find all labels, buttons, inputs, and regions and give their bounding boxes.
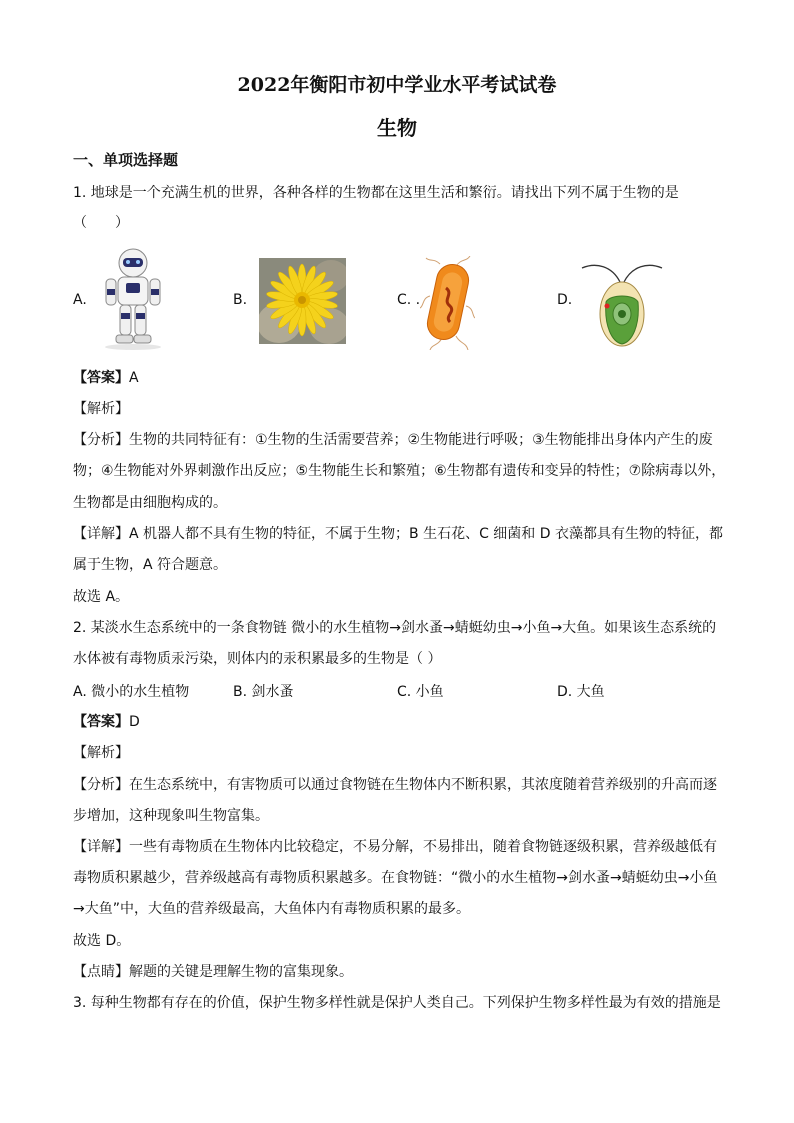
answer-tag: 【答案】 bbox=[73, 370, 129, 386]
fenxi-tag: 【分析】 bbox=[73, 777, 129, 793]
q1-option-c-label: C. . bbox=[397, 292, 421, 308]
q1-answer-value: A bbox=[129, 370, 139, 386]
subject-title: 生物 bbox=[377, 116, 417, 140]
q2-option-a: A. 微小的水生植物 bbox=[73, 684, 190, 700]
q2-analysis-tag: 【解析】 bbox=[73, 745, 129, 761]
dianjing-tag: 【点睛】 bbox=[73, 964, 129, 980]
q1-fenxi-line2: 物；④生物能对外界刺激作出反应；⑤生物能生长和繁殖；⑥生物都有遗传和变异的特性；⑦除病毒以外， bbox=[73, 463, 726, 479]
q2-xiangjie-line2: 毒物质积累越少，营养级越高有毒物质积累越多。在食物链：“微小的水生植物→剑水蚤→蜻蜓幼虫→小鱼 bbox=[73, 870, 718, 886]
page-title: 2022年衡阳市初中学业水平考试试卷 bbox=[237, 74, 557, 96]
q1-fenxi-line3: 生物都是由细胞构成的。 bbox=[73, 495, 227, 511]
q2-stem-line1: 2. 某淡水生态系统中的一条食物链 微小的水生植物→剑水蚤→蜻蜓幼虫→小鱼→大鱼。如果该生态系统的 bbox=[73, 620, 717, 636]
robot-image bbox=[98, 245, 168, 350]
q2-fenxi-line2: 步增加，这种现象叫生物富集。 bbox=[73, 808, 269, 824]
answer-tag: 【答案】 bbox=[73, 714, 129, 730]
lithops-flower-image bbox=[259, 258, 346, 344]
q2-dianjing-text: 解题的关键是理解生物的富集现象。 bbox=[129, 964, 353, 980]
q2-stem-line2: 水体被有毒物质汞污染，则体内的汞积累最多的生物是（ ） bbox=[73, 651, 442, 667]
bacterium-image bbox=[420, 256, 475, 350]
q1-answer bbox=[73, 368, 733, 388]
q2-xiangjie-text1: 一些有毒物质在生物体内比较稳定，不易分解，不易排出，随着食物链逐级积累，营养级越低有 bbox=[129, 839, 717, 855]
fenxi-tag: 【分析】 bbox=[73, 432, 129, 448]
q1-fenxi-text1: 生物的共同特征有：①生物的生活需要营养；②生物能进行呼吸；③生物能排出身体内产生的废 bbox=[129, 432, 713, 448]
q2-xiangjie-line3: →大鱼”中，大鱼的营养级最高，大鱼体内有毒物质积累的最多。 bbox=[73, 901, 470, 917]
q1-option-d-label: D. bbox=[557, 292, 573, 308]
q2-option-c: C. 小鱼 bbox=[397, 684, 444, 700]
q2-answer-value: D bbox=[129, 714, 140, 730]
q2-xiangjie-line1 bbox=[73, 837, 733, 857]
q2-dianjing bbox=[73, 962, 733, 982]
q3-stem-line1: 3. 每种生物都有存在的价值，保护生物多样性就是保护人类自己。下列保护生物多样性最为有效的措施是 bbox=[73, 995, 721, 1011]
q1-xiangjie-text1: A 机器人都不具有生物的特征，不属于生物；B 生石花、C 细菌和 D 衣藻都具有生物的特征，都 bbox=[129, 526, 723, 542]
section-heading: 一、单项选择题 bbox=[73, 151, 179, 169]
q1-analysis-tag: 【解析】 bbox=[73, 401, 129, 417]
q1-fenxi-line1 bbox=[73, 430, 733, 450]
q1-option-a-label: A. bbox=[73, 292, 87, 308]
chlamydomonas-image bbox=[580, 262, 664, 348]
q2-fenxi-text1: 在生态系统中，有害物质可以通过食物链在生物体内不断积累，其浓度随着营养级别的升高而逐 bbox=[129, 777, 717, 793]
q1-xiangjie-line2: 属于生物，A 符合题意。 bbox=[73, 557, 228, 573]
q2-option-d: D. 大鱼 bbox=[557, 684, 605, 700]
q2-option-b: B. 剑水蚤 bbox=[233, 684, 294, 700]
q1-stem-line1: 1. 地球是一个充满生机的世界，各种各样的生物都在这里生活和繁衍。请找出下列不属于生物的是 bbox=[73, 185, 679, 201]
q1-option-b-label: B. bbox=[233, 292, 248, 308]
q2-answer bbox=[73, 712, 733, 732]
xiangjie-tag: 【详解】 bbox=[73, 839, 129, 855]
q2-conclusion: 故选 D。 bbox=[73, 933, 131, 949]
q1-conclusion: 故选 A。 bbox=[73, 589, 130, 605]
q2-fenxi-line1 bbox=[73, 775, 733, 795]
q1-xiangjie-line1 bbox=[73, 524, 733, 544]
xiangjie-tag: 【详解】 bbox=[73, 526, 129, 542]
q1-stem-line2: （ ） bbox=[73, 215, 129, 231]
